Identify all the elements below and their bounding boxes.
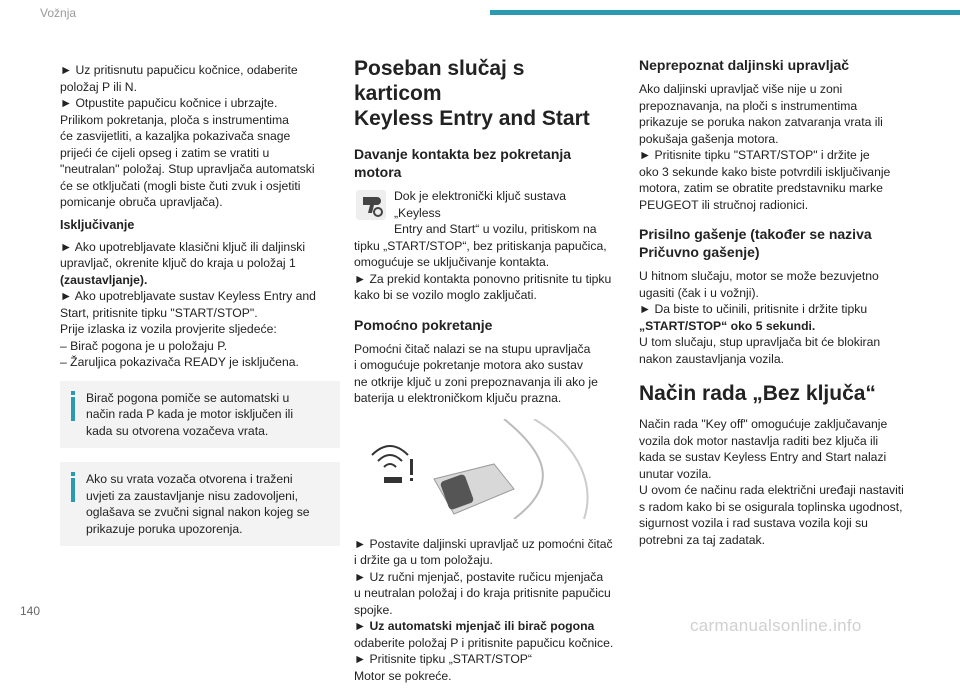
section-title [354,56,616,131]
column-3 [639,56,921,554]
text-line: „START/STOP“ oko 5 sekundi. [639,318,816,333]
info-note [60,462,340,546]
text-line: Način rada "Key off" omogućuje zaključavanje [639,417,888,431]
section-title-keyless-mode: Način rada „Bez ključa“ [639,382,876,405]
text-line: Davanje kontakta bez pokretanja [354,146,572,162]
text-line: uvjeti za zaustavljanje nisu zadovoljeni, [86,488,299,503]
text-line: ► Za prekid kontakta ponovno pritisnite tu tipku [354,271,612,286]
paragraph-switch-off [60,239,340,371]
header-accent-bar [490,10,960,15]
text-line: i držite ga u tom položaju. [354,553,493,567]
text-line: sigurnost vozila i rad sustava vozila koji su [639,516,868,530]
info-note [60,381,340,449]
text-line: prepoznavanja, na ploči s instrumentima [639,98,858,113]
text-line: pokušaja gašenja motora. [639,131,779,146]
heading-prisilno-gasenje [639,225,921,261]
text-line: Poseban slučaj s karticom [354,57,525,105]
text-line: Prije izlaska iz vozila provjerite sljedeće: [60,322,277,336]
heading-iskljucivanje: Isključivanje [60,217,135,232]
text-line: će zasvijetliti, a kazaljka pokazivača snage [60,129,291,143]
text-line: Keyless Entry and Start [354,107,590,130]
keyless-key-icon [354,188,388,222]
text-line: prikazuje poruka upozorenja. [86,521,243,536]
text-line: Start, pritisnite tipku "START/STOP". [60,305,258,320]
text-line: Dok je elektronički ključ sustava „Keyless [394,189,567,220]
page-number: 140 [20,604,41,618]
column-1 [60,62,340,560]
text-line: ► Uz pritisnutu papučicu kočnice, odaberite [60,63,298,77]
text-line: ► Uz ručni mjenjač, postavite ručicu mjenjača [354,569,604,584]
text-line: kada su otvorena vozačeva vrata. [86,423,269,438]
text-line: Ako su vrata vozača otvorena i traženi [86,472,293,486]
text-line: Pomoćni čitač nalazi se na stupu upravljača [354,341,591,356]
text-line: spojke. [354,602,393,617]
text-line: ► Otpustite papučicu kočnice i ubrzajte. [60,96,278,110]
text-line: ne otkrije ključ u zoni prepoznavanja ili ako je [354,374,598,389]
text-line: – Birač pogona je u položaju P. [60,338,228,353]
text-line: – Žaruljica pokazivača READY je isključena. [60,355,299,369]
text-line: Motor se pokreće. [354,668,452,683]
text-line: ► Uz automatski mjenjač ili birač pogona [354,619,595,633]
paragraph-forced-stop [639,268,921,367]
text-line: će se otključati (mogli biste čuti zvuk i osjetiti [60,178,301,193]
paragraph-ignition [354,188,616,304]
text-line: prikazuje se poruka nakon zatvaranja vrata ili [639,115,883,129]
text-line: Ako daljinski upravljač više nije u zoni [639,82,843,96]
text-line: Pričuvno gašenje) [639,244,760,260]
text-line: upravljač, okrenite ključ do kraja u položaj 1 [60,256,296,270]
text-line: i omogućuje pokretanje motora ako sustav [354,358,583,372]
text-line: U hitnom slučaju, motor se može bezuvjetno [639,269,879,283]
watermark: carmanualsonline.info [690,616,862,635]
steering-column-reader-illustration [354,419,616,519]
info-icon [68,391,80,427]
section-header: Vožnja [40,6,77,20]
text-line: ► Da biste to učinili, pritisnite i držite tipku [639,302,868,316]
text-line: PEUGEOT ili stručnoj radionici. [639,197,809,212]
paragraph-unrecognised-remote [639,81,921,213]
text-line: ► Pritisnite tipku "START/STOP" i držite je [639,148,870,162]
text-line: "neutralan" položaj. Stup upravljača automatski [60,162,315,176]
text-line: ► Ako upotrebljavate sustav Keyless Entry and [60,289,316,303]
paragraph-backup-start [354,341,616,407]
heading-neprepoznat: Neprepoznat daljinski upravljač [639,57,850,73]
text-line: Prilikom pokretanja, ploča s instrumentima [60,112,289,127]
paragraph-backup-steps [354,536,616,685]
text-line: omogućuje se uključivanje kontakta. [354,255,550,269]
text-line: položaj P ili N. [60,79,137,94]
text-line: s radom kako bi se osigurala toplinska ugodnost, [639,499,903,514]
text-line: U tom slučaju, stup upravljača bit će blokiran [639,335,881,349]
text-line: kada se sustav Keyless Entry and Start nalazi [639,450,887,464]
text-line: (zaustavljanje). [60,272,148,287]
text-line: nakon zaustavljanja vozila. [639,351,784,366]
paragraph-key-off-mode [639,416,921,548]
text-line: unutar vozila. [639,466,712,481]
text-line: baterija u elektroničkom ključu prazna. [354,391,562,405]
text-line: u neutralan položaj i do kraja pritisnite papučicu [354,586,611,600]
text-line: tipku „START/STOP“, bez pritiskanja papučica, [354,238,607,253]
heading-davanje-kontakta [354,145,616,181]
text-line: prijeći će cijeli opseg i zatim se vratiti u [60,145,270,160]
text-line: pomicanje obruča upravljača). [60,195,223,209]
text-line: ugasiti (čak i u vožnji). [639,285,759,300]
text-line: kako bi se vozilo moglo zaključati. [354,288,537,302]
text-line: oglašava se zvučni signal nakon kojeg se [86,505,310,519]
text-line: ► Pritisnite tipku „START/STOP“ [354,652,532,666]
heading-pomocno-pokretanje: Pomoćno pokretanje [354,316,493,333]
text-line: ► Postavite daljinski upravljač uz pomoćni čitač [354,536,613,551]
text-line: motora [354,164,402,180]
info-icon [68,472,80,508]
text-line: vozila dok motor nastavlja raditi bez ključa ili [639,433,879,448]
paragraph-start-procedure [60,62,340,211]
text-line: odaberite položaj P i pritisnite papučicu kočnice. [354,635,614,650]
text-line: način rada P kada je motor isključen ili [86,407,294,421]
text-line: oko 3 sekunde kako biste potvrdili isključivanje [639,164,891,179]
text-line: ► Ako upotrebljavate klasični ključ ili daljinski [60,239,306,254]
text-line: motora, zatim se obratite predstavniku marke [639,181,883,195]
text-line: Birač pogona pomiče se automatski u [86,390,290,405]
text-line: Prisilno gašenje (također se naziva [639,226,872,242]
text-line: Entry and Start“ u vozilu, pritiskom na [394,222,597,236]
column-2 [354,56,616,690]
text-line: U ovom će načinu rada električni uređaji nastaviti [639,483,904,497]
text-line: potrebni za taj zadatak. [639,532,766,547]
